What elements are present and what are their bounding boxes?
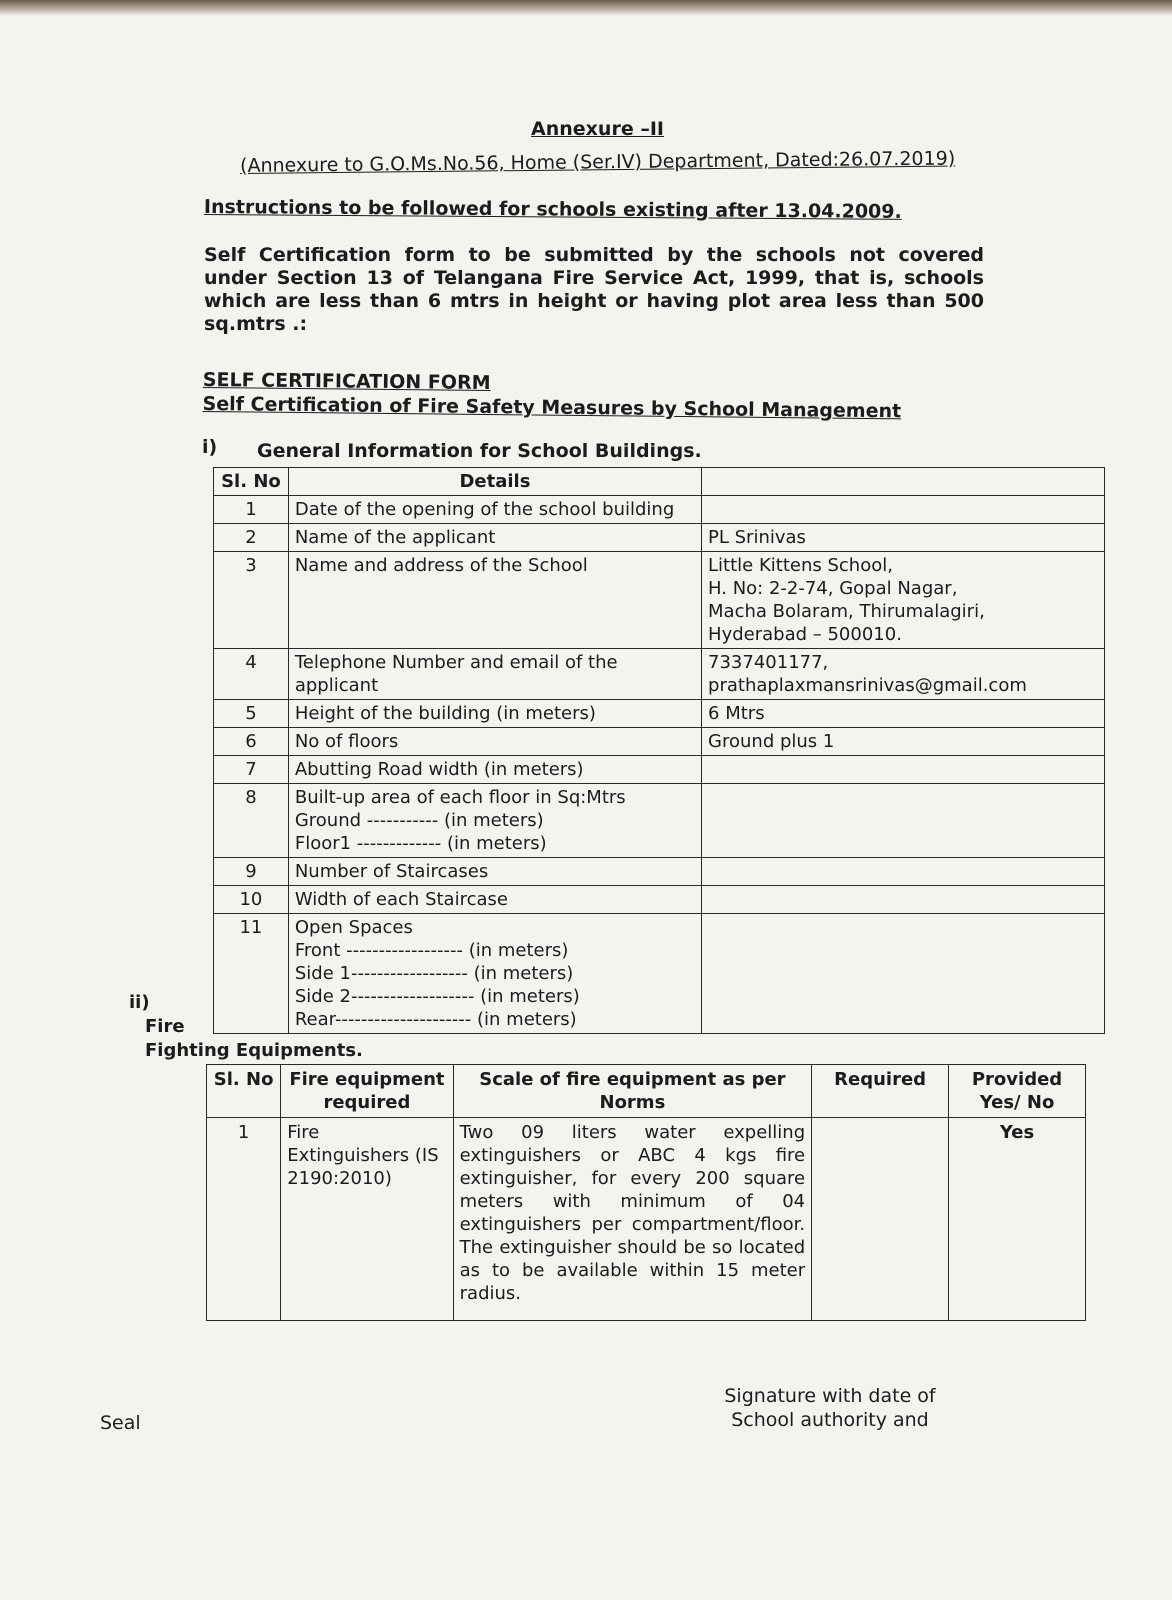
annexure-title: Annexure –II — [531, 118, 664, 140]
row-value: Little Kittens School, H. No: 2-2-74, Gopal Nagar, Macha Bolaram, Thirumalagiri, Hyderabad – 500010. — [702, 552, 1105, 649]
section-2-title-line2: Fighting Equipments. — [145, 1040, 363, 1061]
signature-label: Signature with date of School authority and — [724, 1385, 936, 1431]
table-header-row — [207, 1065, 1086, 1118]
header-sl-no: Sl. No — [207, 1065, 281, 1118]
section-2-number: ii) — [129, 992, 150, 1013]
row-sl-no: 11 — [214, 914, 289, 1034]
general-info-table — [213, 467, 1105, 1034]
row-details: Height of the building (in meters) — [288, 700, 701, 728]
page-edge-shadow — [0, 0, 1172, 16]
row-value — [702, 858, 1105, 886]
row-details: Telephone Number and email of the applicant — [288, 649, 701, 700]
row-details: No of floors — [288, 728, 701, 756]
row-value — [702, 886, 1105, 914]
table-row — [214, 886, 1105, 914]
row-required — [812, 1118, 949, 1321]
row-details: Width of each Staircase — [288, 886, 701, 914]
header-provided: Provided Yes/ No — [949, 1065, 1086, 1118]
row-details: Date of the opening of the school building — [288, 496, 701, 524]
row-sl-no: 5 — [214, 700, 289, 728]
form-title: SELF CERTIFICATION FORM — [202, 368, 491, 395]
header-scale: Scale of fire equipment as per Norms — [453, 1065, 811, 1118]
row-value: 6 Mtrs — [702, 700, 1105, 728]
form-subtitle: Self Certification of Fire Safety Measures by School Management — [202, 392, 902, 423]
table-row — [214, 649, 1105, 700]
row-details: Abutting Road width (in meters) — [288, 756, 701, 784]
row-value: PL Srinivas — [702, 524, 1105, 552]
header-sl-no: Sl. No — [214, 468, 289, 496]
seal-label: Seal — [100, 1412, 141, 1434]
instructions-heading: Instructions to be followed for schools existing after 13.04.2009. — [203, 196, 902, 223]
table-row — [214, 728, 1105, 756]
row-sl-no: 9 — [214, 858, 289, 886]
row-sl-no: 1 — [214, 496, 289, 524]
section-2-title-line1: Fire — [145, 1016, 185, 1037]
table-row — [214, 914, 1105, 1034]
row-details: Name and address of the School — [288, 552, 701, 649]
header-equipment: Fire equipment required — [281, 1065, 453, 1118]
intro-paragraph: Self Certification form to be submitted by the schools not covered under Section 13 of Telangana Fire Service Act, 1999, that is, schools which are less than 6 mtrs in height or having plot area less than 500 sq.mtrs .: — [204, 244, 984, 335]
row-scale: Two 09 liters water expelling extinguishers or ABC 4 kgs fire extinguisher, for every 200 square meters with minimum of 04 extinguishers per compartment/floor. The extinguisher should be so located as to be available within 15 meter radius. — [453, 1118, 811, 1321]
form-title-block — [202, 368, 901, 423]
row-sl-no: 2 — [214, 524, 289, 552]
row-sl-no: 8 — [214, 784, 289, 858]
row-equipment: Fire Extinguishers (IS 2190:2010) — [281, 1118, 453, 1321]
row-value — [702, 914, 1105, 1034]
table-row — [214, 524, 1105, 552]
row-value: Ground plus 1 — [702, 728, 1105, 756]
row-value: 7337401177, prathaplaxmansrinivas@gmail.com — [702, 649, 1105, 700]
table-row — [214, 784, 1105, 858]
table-row — [214, 552, 1105, 649]
row-value — [702, 756, 1105, 784]
table-row — [214, 858, 1105, 886]
table-row — [214, 496, 1105, 524]
table-row — [207, 1118, 1086, 1321]
row-value — [702, 496, 1105, 524]
header-details: Details — [288, 468, 701, 496]
row-details: Name of the applicant — [288, 524, 701, 552]
annexure-subtitle: (Annexure to G.O.Ms.No.56, Home (Ser.IV) Department, Dated:26.07.2019) — [240, 147, 956, 177]
row-sl-no: 10 — [214, 886, 289, 914]
row-sl-no: 7 — [214, 756, 289, 784]
row-sl-no: 6 — [214, 728, 289, 756]
row-value — [702, 784, 1105, 858]
table-header-row — [214, 468, 1105, 496]
row-provided: Yes — [949, 1118, 1086, 1321]
row-sl-no: 3 — [214, 552, 289, 649]
section-1-number: i) — [202, 436, 218, 458]
row-details: Open Spaces Front ------------------ (in meters) Side 1------------------ (in meters) Side 2------------------- (in meters) Rear--------------------- (in meters) — [288, 914, 701, 1034]
header-required: Required — [812, 1065, 949, 1118]
row-details: Built-up area of each floor in Sq:Mtrs Ground ----------- (in meters) Floor1 ------------- (in meters) — [288, 784, 701, 858]
header-value — [702, 468, 1105, 496]
section-1-title: General Information for School Buildings. — [257, 440, 702, 462]
row-sl-no: 1 — [207, 1118, 281, 1321]
table-row — [214, 700, 1105, 728]
table-row — [214, 756, 1105, 784]
row-details: Number of Staircases — [288, 858, 701, 886]
fire-equipment-table — [206, 1064, 1086, 1321]
row-sl-no: 4 — [214, 649, 289, 700]
